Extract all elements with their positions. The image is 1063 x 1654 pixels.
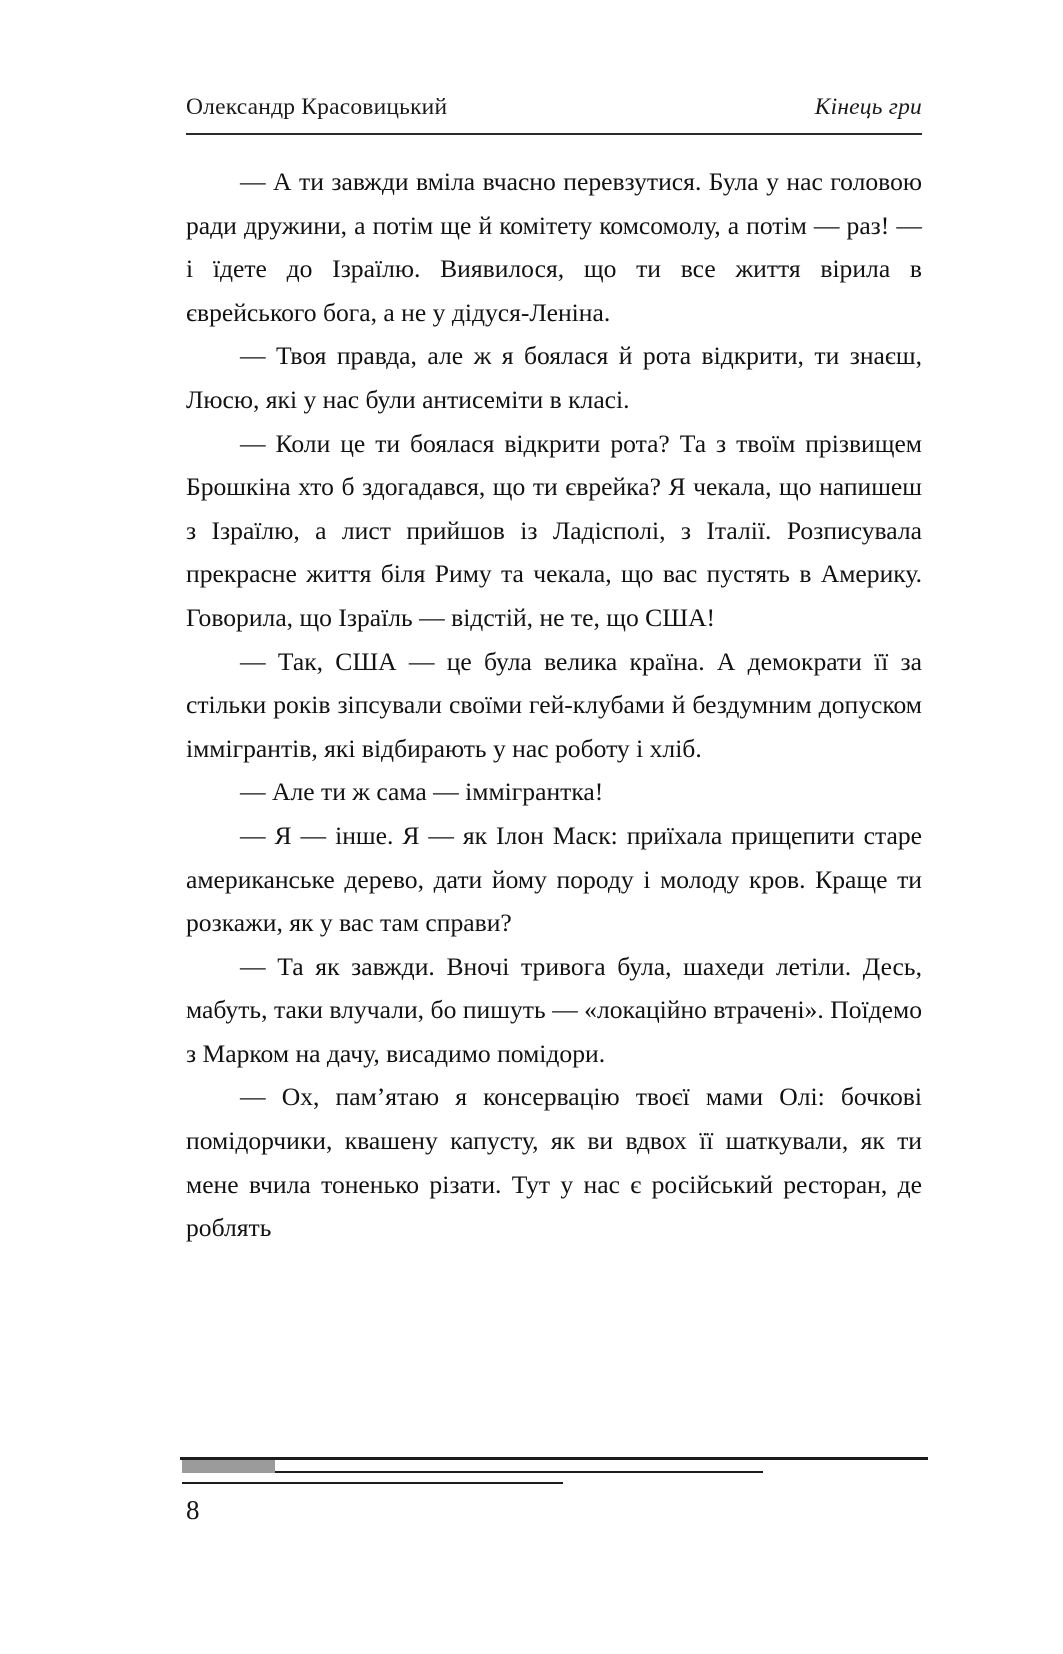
running-head-title: Кінець гри: [814, 94, 922, 120]
ornament-gray-block: [182, 1460, 275, 1473]
paragraph: — Я — інше. Я — як Ілон Маск: приїхала прищепити старе американське дерево, дати йому породу і молоду кров. Краще ти розкажи, як у вас там справи?: [186, 820, 922, 938]
paragraph: — Так, США — це була велика країна. А демократи її за стільки років зіпсували своїми гей-клубами й бездумним допуском іммігрантів, які відбирають у нас роботу і хліб.: [186, 646, 922, 763]
ornament-rule-middle: [275, 1471, 763, 1473]
header-rule: [186, 133, 922, 135]
ornament-rule-bottom: [182, 1482, 563, 1484]
paragraph: — А ти завжди вміла вчасно перевзутися. Була у нас головою ради дружини, а потім ще й комітету комсомолу, а потім — раз! — і їдете до Ізраїлю. Виявилося, що ти все життя вірила в єврейського бога, а не у дідуся-Леніна.: [186, 167, 922, 327]
paragraph: — Але ти ж сама — іммігрантка!: [240, 777, 604, 807]
running-head: [186, 94, 922, 121]
paragraph: — Коли це ти боялася відкрити рота? Та з твоїм прізвищем Брошкіна хто б здогадався, що ти єврейка? Я чекала, що напишеш з Ізраїлю, а лист прийшов із Ладісполі, з Італії. Розписувала прекрасне життя біля Риму та чекала, що вас пустять в Америку. Говорила, що Ізраїль — відстій, не те, що США!: [186, 428, 922, 632]
running-head-author: Олександр Красовицький: [186, 94, 448, 120]
paragraph: — Та як завжди. Вночі тривога була, шахеди летіли. Десь, мабуть, таки влучали, бо пишуть — «локаційно втрачені». Поїдемо з Марком на дачу, висадимо помідори.: [186, 951, 922, 1068]
paragraph: — Ох, пам’ятаю я консервацію твоєї мами Олі: бочкові помідорчики, квашену капусту, як ви вдвох її шаткували, як ти мене вчила тоненько різати. Тут у нас є російський ресторан, де роблять: [186, 1082, 922, 1243]
paragraph: — Твоя правда, але ж я боялася й рота відкрити, ти знаєш, Люсю, які у нас були антисеміти в класі.: [186, 341, 922, 414]
footer-ornament: [180, 1457, 928, 1487]
body-text: [186, 160, 922, 1250]
page-number: 8: [186, 1495, 200, 1525]
ornament-rule-top: [180, 1457, 928, 1460]
